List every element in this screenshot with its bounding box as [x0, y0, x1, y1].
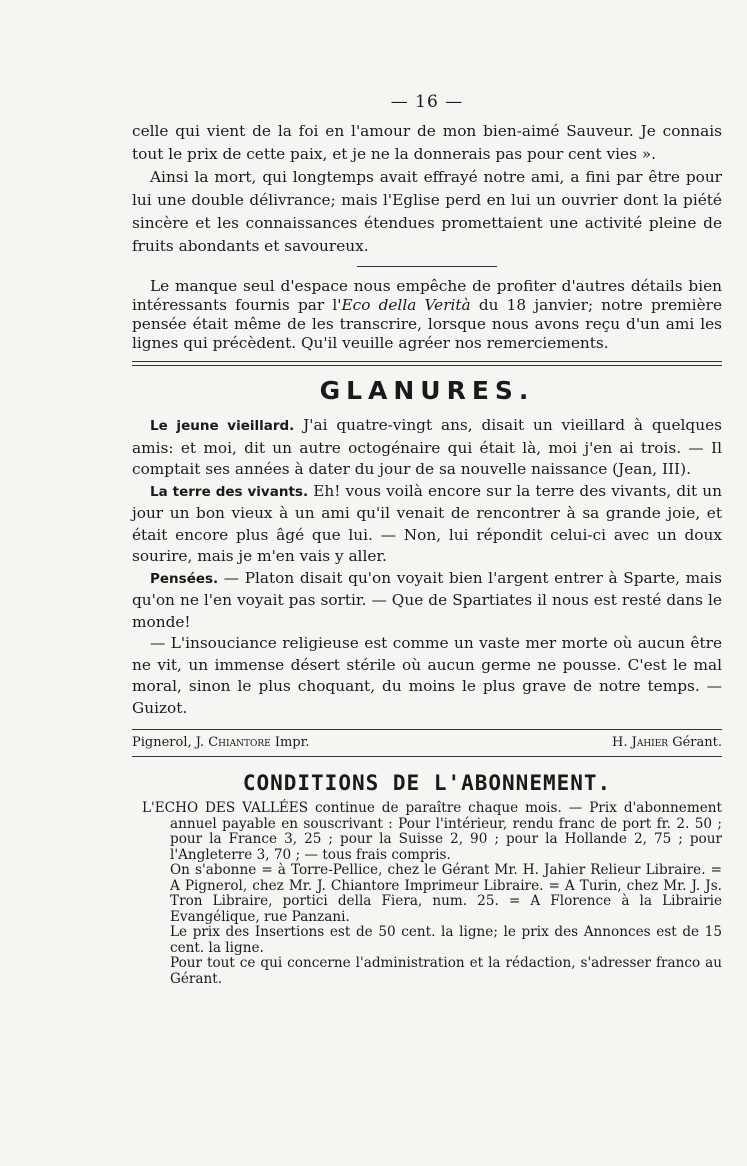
glanures-item-heading: Le jeune vieillard.: [150, 418, 295, 434]
conditions-paragraph: L'ECHO DES VALLÉES continue de paraître chaque mois. — Prix d'abonnement annuel payable en souscrivant : Pour l'intérieur, rendu franc de port fr. 2. 50 ; pour la France 3, 25 ; pour la Suisse 2, 90 ; pour la Hollande 2, 75 ; pour l'Angleterre 3, 70 ; — tous frais compris.: [142, 800, 722, 863]
manager-name: Jahier: [631, 735, 669, 750]
continuation-paragraph-1: celle qui vient de la foi en l'amour de mon bien-aimé Sauveur. Je connais tout le prix de cette paix, et je ne la donnerais pas pour cent vies ».: [132, 122, 722, 163]
conditions-paragraph: On s'abonne = à Torre-Pellice, chez le Gérant Mr. H. Jahier Relieur Libraire. = A Pignerol, chez Mr. J. Chiantore Imprimeur Libraire. = A Turin, chez Mr. J. Js. Tron Libraire, portici della Fiera, num. 25. = A Florence à la Librairie Evangélique, rue Panzani.: [170, 862, 722, 925]
manager-suffix: Gérant.: [668, 735, 722, 750]
glanures-section: [132, 376, 722, 719]
glanures-item: [132, 481, 722, 568]
imprint-line: [132, 729, 722, 750]
editor-note-text: [132, 277, 722, 353]
glanures-last-paragraph: — L'insouciance religieuse est comme un vaste mer morte où aucun être ne vit, un immense désert stérile où aucun germe ne pousse. C'est le mal moral, sinon le plus choquant, du moins le plus grave de notre temps. — Guizot.: [132, 634, 722, 717]
editor-note-before: Le manque seul d'espace nous empêche de profiter d'autres détails bien intéressants fournis par l': [132, 277, 722, 314]
editor-note-italic: Eco della Verità: [341, 296, 471, 314]
glanures-item-heading: La terre des vivants.: [150, 483, 309, 500]
glanures-item: [132, 568, 722, 634]
glanures-item-text: — Platon disait qu'on voyait bien l'argent entrer à Sparte, mais qu'on ne l'en voyait pas sortir. — Que de Spartiates il nous est resté dans le monde!: [132, 568, 722, 631]
conditions-paragraph: Le prix des Insertions est de 50 cent. la ligne; le prix des Annonces est de 15 cent. la ligne.: [170, 924, 722, 956]
printer-name: Chiantore: [208, 735, 271, 750]
continuation-paragraph-2: Ainsi la mort, qui longtemps avait effrayé notre ami, a fini par être pour lui une double délivrance; mais l'Eglise perd en lui un ouvrier dont la piété sincère et les connaissances étendues promettaient une activité pleine de fruits abondants et savoureux.: [132, 168, 722, 255]
printer-suffix: Impr.: [270, 735, 310, 750]
short-divider: [357, 266, 497, 267]
imprint-divider: [132, 756, 722, 757]
glanures-item-text: J'ai quatre-vingt ans, disait un vieillard à quelques amis: et moi, dit un autre octogénaire qui était là, moi j'en ai trois. — Il comptait ses années à dater du jour de sa nouvelle naissance (Jean, III).: [132, 416, 722, 478]
editor-note: [132, 277, 722, 353]
glanures-title: GLANURES.: [319, 376, 535, 405]
conditions-section: [142, 801, 722, 987]
glanures-item-heading: Pensées.: [150, 570, 219, 587]
conditions-paragraph: Pour tout ce qui concerne l'administration et la rédaction, s'adresser franco au Gérant.: [170, 955, 722, 987]
manager-credit: [612, 735, 722, 750]
manager-prefix: H.: [612, 735, 632, 750]
double-divider: [132, 361, 722, 366]
printer-credit: [132, 735, 310, 750]
glanures-item: [132, 415, 722, 481]
page: [132, 92, 722, 987]
printer-prefix: Pignerol, J.: [132, 735, 209, 750]
conditions-title: CONDITIONS DE L'ABONNEMENT.: [242, 771, 612, 795]
page-number: — 16 —: [390, 92, 464, 112]
editor-note-after: du 18 janvier; notre première pensée était même de les transcrire, lorsque nous avons reçu d'un ami les lignes qui précèdent. Qu'il veuille agréer nos remerciements.: [132, 296, 722, 352]
glanures-item-text: Eh! vous voilà encore sur la terre des vivants, dit un jour un bon vieux à un ami qu'il venait de rencontrer à sa grande joie, et était encore plus âgé que lui. — Non, lui répondit celui-ci avec un doux sourire, mais je m'en vais y aller.: [132, 481, 722, 565]
